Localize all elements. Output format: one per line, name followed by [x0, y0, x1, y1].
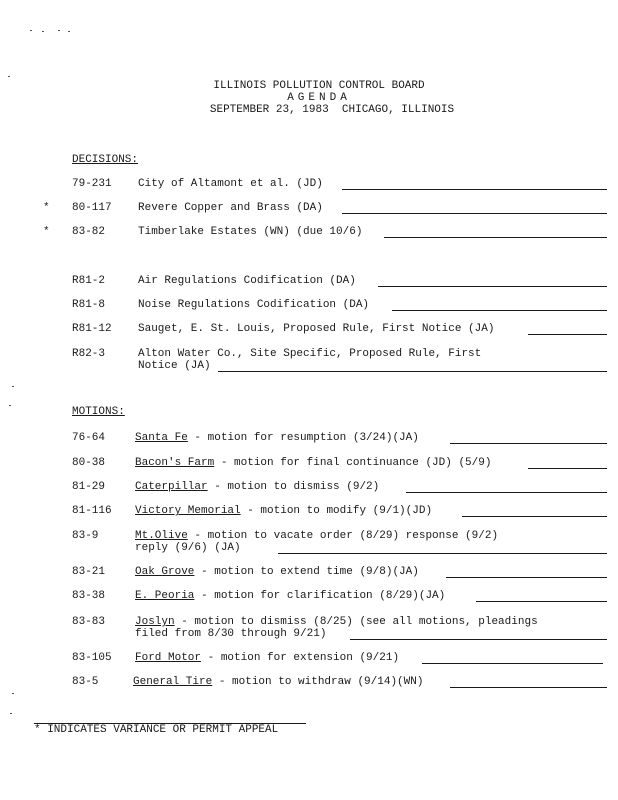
case-number: 81-116	[72, 505, 112, 517]
signature-line	[378, 286, 607, 287]
motion-description: - motion to vacate order (8/29) response (9/2)	[187, 530, 499, 542]
case-description: Sauget, E. St. Louis, Proposed Rule, First Notice (JA)	[138, 323, 495, 335]
motion-description: - motion for clarification (8/29)(JA)	[194, 590, 446, 602]
date-location: SEPTEMBER 23, 1983 CHICAGO, ILLINOIS	[209, 104, 455, 116]
case-name: Mt.Olive	[135, 530, 188, 542]
motion-row	[0, 432, 618, 446]
motion-row	[0, 566, 618, 580]
motion-description: - motion to dismiss (9/2)	[207, 481, 380, 493]
case-number: 83-105	[72, 652, 112, 664]
signature-line	[392, 310, 607, 311]
motion-row	[0, 676, 618, 690]
case-name: Victory Memorial	[135, 505, 241, 517]
motion-description: - motion to dismiss (8/25) (see all motions, pleadings	[174, 616, 538, 628]
case-number: 83-82	[72, 226, 106, 238]
motion-description: - motion for extension (9/21)	[201, 652, 400, 664]
case-number: 79-231	[72, 178, 112, 190]
signature-line	[528, 334, 607, 335]
case-number: 83-5	[72, 676, 99, 688]
variance-mark: *	[43, 226, 50, 238]
decisions-heading: DECISIONS:	[72, 154, 139, 166]
motion-row	[0, 652, 618, 666]
signature-line	[350, 639, 607, 640]
case-name: Santa Fe	[135, 432, 188, 444]
signature-line	[476, 601, 607, 602]
signature-line	[450, 443, 607, 444]
agenda-title: AGENDA	[287, 92, 351, 104]
motion-row	[0, 590, 618, 604]
footnote: * INDICATES VARIANCE OR PERMIT APPEAL	[34, 724, 279, 736]
document-header	[0, 80, 618, 116]
case-number: 83-21	[72, 566, 106, 578]
signature-line	[342, 189, 607, 190]
scan-speck	[68, 31, 70, 32]
motion-description-continued: filed from 8/30 through 9/21)	[135, 628, 327, 640]
scan-speck	[42, 31, 44, 32]
case-description: Air Regulations Codification (DA)	[138, 275, 356, 287]
case-number: 80-38	[72, 457, 106, 469]
motions-heading: MOTIONS:	[72, 406, 125, 418]
case-number: 83-83	[72, 616, 106, 628]
board-title: ILLINOIS POLLUTION CONTROL BOARD	[213, 80, 425, 92]
case-number: 81-29	[72, 481, 106, 493]
motion-description: - motion for final continuance (JD) (5/9)	[214, 457, 492, 469]
case-description: Timberlake Estates (WN) (due 10/6)	[138, 226, 363, 238]
decision-row	[0, 275, 618, 289]
case-description-continued: Notice (JA)	[138, 360, 211, 372]
motion-description: - motion to modify (9/1)(JD)	[240, 505, 433, 517]
scan-speck	[9, 405, 11, 406]
case-number: 83-38	[72, 590, 106, 602]
case-number: R81-8	[72, 299, 106, 311]
signature-line	[422, 663, 603, 664]
decision-row	[0, 178, 618, 192]
scan-speck	[8, 76, 10, 77]
case-name: E. Peoria	[135, 590, 195, 602]
case-name: Oak Grove	[135, 566, 195, 578]
case-description: Alton Water Co., Site Specific, Proposed Rule, First	[138, 348, 482, 360]
signature-line	[218, 371, 607, 372]
case-name: General Tire	[133, 676, 213, 688]
case-number: 83-9	[72, 530, 99, 542]
signature-line	[342, 213, 607, 214]
decision-row	[0, 202, 618, 216]
signature-line	[446, 577, 607, 578]
motion-row	[0, 530, 618, 558]
case-number: R82-3	[72, 348, 106, 360]
variance-mark: *	[43, 202, 50, 214]
motion-description: - motion to extend time (9/8)(JA)	[194, 566, 419, 578]
signature-line	[406, 492, 607, 493]
case-number: R81-2	[72, 275, 106, 287]
case-name: Joslyn	[135, 616, 175, 628]
decision-row	[0, 299, 618, 313]
case-name: Caterpillar	[135, 481, 208, 493]
case-number: R81-12	[72, 323, 112, 335]
case-description: Noise Regulations Codification (DA)	[138, 299, 370, 311]
case-number: 76-64	[72, 432, 106, 444]
motion-description: - motion to withdraw (9/14)(WN)	[212, 676, 424, 688]
motion-description-continued: reply (9/6) (JA)	[135, 542, 241, 554]
signature-line	[528, 468, 607, 469]
decision-row	[0, 323, 618, 337]
decision-row	[0, 226, 618, 240]
signature-line	[278, 553, 607, 554]
case-name: Bacon's Farm	[135, 457, 215, 469]
case-name: Ford Motor	[135, 652, 202, 664]
scan-speck	[10, 713, 12, 714]
case-description: City of Altamont et al. (JD)	[138, 178, 323, 190]
scan-speck	[30, 30, 32, 31]
signature-line	[462, 516, 607, 517]
scan-speck	[12, 693, 14, 694]
signature-line	[450, 687, 607, 688]
motion-row	[0, 616, 618, 644]
scan-speck	[58, 30, 60, 31]
motion-row	[0, 481, 618, 495]
motion-description: - motion for resumption (3/24)(JA)	[187, 432, 419, 444]
decision-row	[0, 348, 618, 376]
case-description: Revere Copper and Brass (DA)	[138, 202, 323, 214]
case-number: 80-117	[72, 202, 112, 214]
motion-row	[0, 457, 618, 471]
motion-row	[0, 505, 618, 519]
scan-speck	[12, 386, 14, 387]
signature-line	[384, 237, 607, 238]
